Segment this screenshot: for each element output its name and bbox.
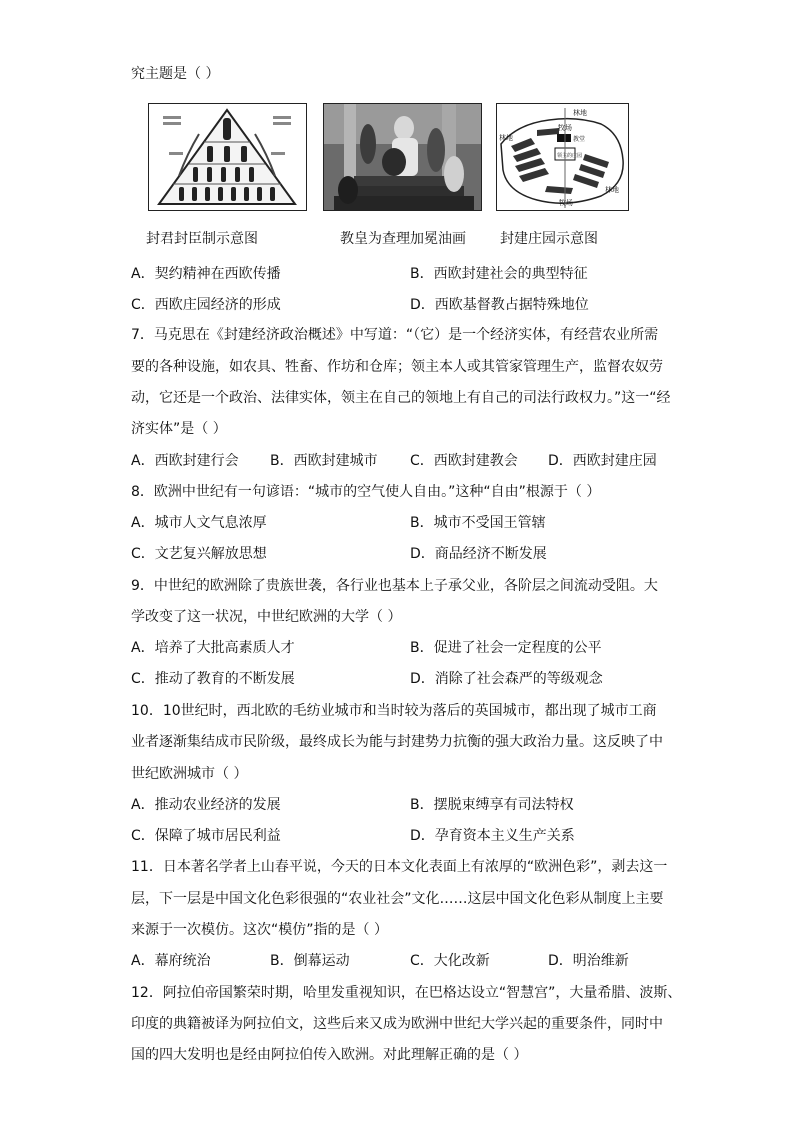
map-label-woods-left: 林地 <box>499 134 513 142</box>
q7-option-d[interactable]: D．西欧封建庄园 <box>548 453 657 469</box>
q7-stem-line-3: 动，它还是一个政治、法律实体，领主在自己的领地上有自己的司法行政权力。”这一“经 <box>131 390 671 406</box>
map-label-woods-top: 林地 <box>573 109 587 117</box>
q7-option-a[interactable]: A．西欧封建行会 <box>131 453 239 469</box>
q9-option-d[interactable]: D．消除了社会森严的等级观念 <box>410 671 603 687</box>
figure-caption-3: 封建庄园示意图 <box>500 231 598 247</box>
q7-stem-line-1: 7．马克思在《封建经济政治概述》中写道：“（它）是一个经济实体，有经营农业所需 <box>131 327 659 343</box>
q9-stem-line-2: 学改变了这一状况，中世纪欧洲的大学（ ） <box>131 609 402 625</box>
q8-option-a[interactable]: A．城市人文气息浓厚 <box>131 515 267 531</box>
map-label-pasture-top: 牧场 <box>558 124 572 132</box>
q12-stem-line-1: 12．阿拉伯帝国繁荣时期，哈里发重视知识，在巴格达设立“智慧宫”，大量希腊、波斯、 <box>131 985 682 1001</box>
q6-option-d[interactable]: D．西欧基督教占据特殊地位 <box>410 297 589 313</box>
q8-option-c[interactable]: C．文艺复兴解放思想 <box>131 546 267 562</box>
q11-option-a[interactable]: A．幕府统治 <box>131 953 211 969</box>
q7-stem-line-2: 要的各种设施，如农具、牲畜、作坊和仓库；领主本人或其管家管理生产，监督农奴劳 <box>131 359 663 375</box>
q9-option-b[interactable]: B．促进了社会一定程度的公平 <box>410 640 602 656</box>
q8-option-b[interactable]: B．城市不受国王管辖 <box>410 515 546 531</box>
q6-option-a[interactable]: A．契约精神在西欧传播 <box>131 266 281 282</box>
q11-stem-line-3: 来源于一次模仿。这次“模仿”指的是（ ） <box>131 922 388 938</box>
q10-stem-line-3: 世纪欧洲城市（ ） <box>131 766 248 782</box>
q8-option-d[interactable]: D．商品经济不断发展 <box>410 546 547 562</box>
pyramid-diagram <box>149 104 306 210</box>
map-label-manor-house: 领主的庄园 <box>557 153 583 159</box>
q8-stem-line-1: 8．欧洲中世纪有一句谚语：“城市的空气使人自由。”这种“自由”根源于（ ） <box>131 484 601 500</box>
q10-option-c[interactable]: C．保障了城市居民利益 <box>131 828 281 844</box>
manor-map <box>496 103 629 211</box>
q11-option-d[interactable]: D．明治维新 <box>548 953 629 969</box>
figure-caption-2: 教皇为查理加冕油画 <box>340 231 466 247</box>
q9-option-a[interactable]: A．培养了大批高素质人才 <box>131 640 295 656</box>
q6-option-b[interactable]: B．西欧封建社会的典型特征 <box>410 266 588 282</box>
figure-caption-1: 封君封臣制示意图 <box>146 231 258 247</box>
q7-option-b[interactable]: B．西欧封建城市 <box>270 453 378 469</box>
q9-option-c[interactable]: C．推动了教育的不断发展 <box>131 671 295 687</box>
q10-option-a[interactable]: A．推动农业经济的发展 <box>131 797 281 813</box>
q12-stem-line-2: 印度的典籍被译为阿拉伯文，这些后来又成为欧洲中世纪大学兴起的重要条件，同时中 <box>131 1016 663 1032</box>
painting-image <box>324 104 481 210</box>
q11-stem-line-2: 层，下一层是中国文化色彩很强的“农业社会”文化……这层中国文化色彩从制度上主要 <box>131 891 664 907</box>
q11-stem-line-1: 11．日本著名学者上山春平说，今天的日本文化表面上有浓厚的“欧洲色彩”，剥去这一 <box>131 859 668 875</box>
q10-stem-line-1: 10．10世纪时，西北欧的毛纺业城市和当时较为落后的英国城市，都出现了城市工商 <box>131 703 657 719</box>
q10-option-b[interactable]: B．摆脱束缚享有司法特权 <box>410 797 574 813</box>
q6-stem-tail: 究主题是（ ） <box>131 66 220 82</box>
map-label-woods-right: 林地 <box>605 186 619 194</box>
manor-map-diagram <box>497 104 628 210</box>
map-label-pasture-bottom: 牧场 <box>559 199 573 207</box>
q12-stem-line-3: 国的四大发明也是经由阿拉伯传入欧洲。对此理解正确的是（ ） <box>131 1047 528 1063</box>
q7-option-c[interactable]: C．西欧封建教会 <box>410 453 518 469</box>
coronation-painting <box>323 103 482 211</box>
q10-option-d[interactable]: D．孕育资本主义生产关系 <box>410 828 575 844</box>
q7-stem-line-4: 济实体”是（ ） <box>131 421 227 437</box>
q9-stem-line-1: 9．中世纪的欧洲除了贵族世袭，各行业也基本上子承父业，各阶层之间流动受阻。大 <box>131 578 658 594</box>
q6-option-c[interactable]: C．西欧庄园经济的形成 <box>131 297 281 313</box>
q10-stem-line-2: 业者逐渐集结成市民阶级，最终成长为能与封建势力抗衡的强大政治力量。这反映了中 <box>131 734 663 750</box>
q11-option-c[interactable]: C．大化改新 <box>410 953 490 969</box>
q11-option-b[interactable]: B．倒幕运动 <box>270 953 350 969</box>
map-label-church: 教堂 <box>573 136 586 143</box>
fief-pyramid-figure <box>148 103 307 211</box>
